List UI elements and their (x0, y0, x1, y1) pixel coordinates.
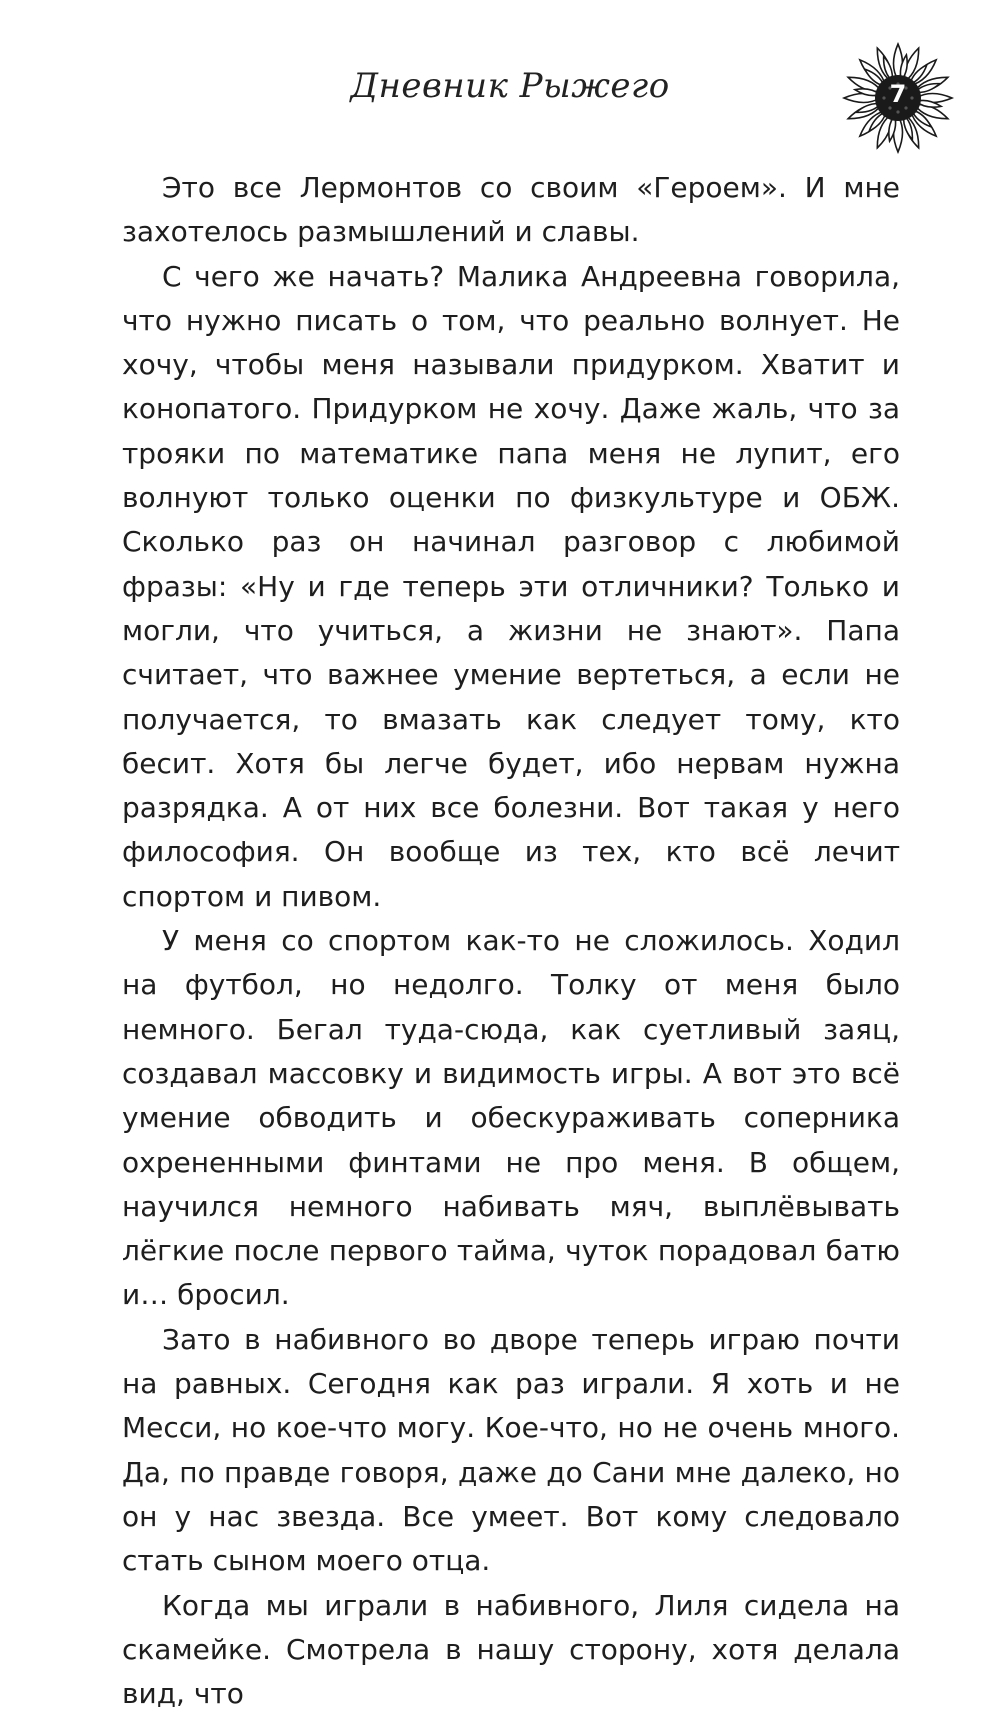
running-title: Дневник Рыжего (300, 66, 720, 106)
paragraph: Это все Лермонтов со своим «Героем». И мне захотелось размышлений и славы. (122, 166, 900, 255)
body-text (122, 166, 900, 1716)
paragraph: Зато в набивного во дворе теперь играю почти на равных. Сегодня как раз играли. Я хоть и не Месси, но кое-что могу. Кое-что, но не очень много. Да, по правде говоря, даже до Сани мне далеко, но он у нас звезда. Все умеет. Вот кому следовало стать сыном моего отца. (122, 1318, 900, 1584)
paragraph: С чего же начать? Малика Андреевна говорила, что нужно писать о том, что реально волнует. Не хочу, чтобы меня называли придурком. Хватит и конопатого. Придурком не хочу. Даже жаль, что за трояки по математике папа меня не лупит, его волнуют только оценки по физкультуре и ОБЖ. Сколько раз он начинал разговор с любимой фразы: «Ну и где теперь эти отличники? Только и могли, что учиться, а жизни не знают». Папа считает, что важнее умение вертеться, а если не получается, то вмазать как следует тому, кто бесит. Хотя бы легче будет, ибо нервам нужна разрядка. А от них все болезни. Вот такая у него философия. Он вообще из тех, кто всё лечит спортом и пивом. (122, 255, 900, 919)
paragraph: Когда мы играли в набивного, Лиля сидела на скамейке. Смотрела в нашу сторону, хотя делала вид, что (122, 1584, 900, 1716)
paragraph: У меня со спортом как-то не сложилось. Ходил на футбол, но недолго. Толку от меня было немного. Бегал туда-сюда, как суетливый заяц, создавал массовку и видимость игры. А вот это всё умение обводить и обескураживать соперника охрененными финтами не про меня. В общем, научился немного набивать мяч, выплёвывать лёгкие после первого тайма, чуток порадовал батю и… бросил. (122, 919, 900, 1318)
page-number: 7 (836, 80, 960, 108)
page-number-badge (836, 36, 960, 160)
